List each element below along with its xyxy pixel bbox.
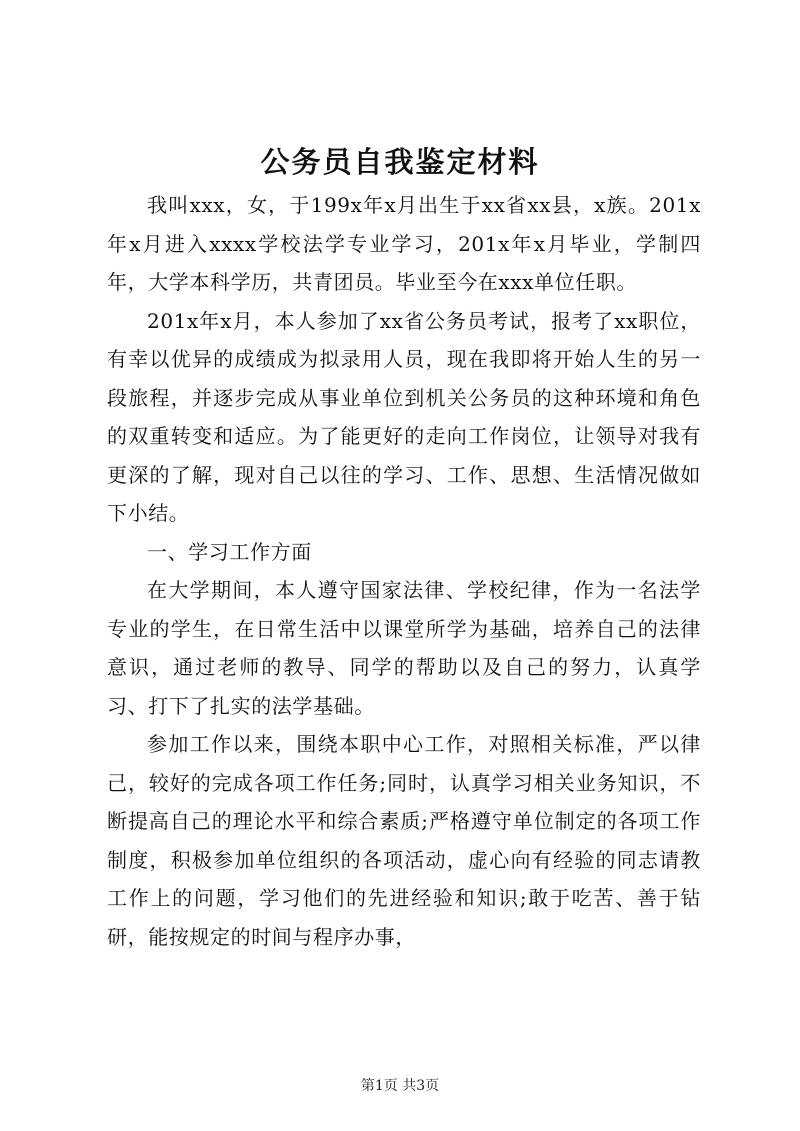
- paragraph-work: 参加工作以来，围绕本职中心工作，对照相关标准，严以律己，较好的完成各项工作任务;同时，认真学习相关业务知识，不断提高自己的理论水平和综合素质;严格遵守单位制定的各项工作制度，积极参加单位组织的各项活动，虚心向有经验的同志请教工作上的问题，学习他们的先进经验和知识;敢于吃苦、善于钻研，能按规定的时间与程序办事，: [107, 732, 701, 949]
- section-heading-study-work: 一、学习工作方面: [147, 539, 312, 564]
- paragraph-personal-info: 我叫xxx，女，于199x年x月出生于xx省xx县，x族。201x年x月进入xxxx学校法学专业学习，201x年x月毕业，学制四年，大学本科学历，共青团员。毕业至今在xxx单位任职。: [107, 193, 701, 294]
- document-body: [107, 186, 701, 956]
- paragraph-university: 在大学期间，本人遵守国家法律、学校纪律，作为一名法学专业的学生，在日常生活中以课堂所学为基础，培养自己的法律意识，通过老师的教导、同学的帮助以及自己的努力，认真学习、打下了扎实的法学基础。: [107, 578, 701, 718]
- document-title: 公务员自我鉴定材料: [260, 145, 540, 179]
- page-footer: 第1页 共3页: [360, 1078, 440, 1094]
- paragraph-exam-intro: 201x年x月，本人参加了xx省公务员考试，报考了xx职位，有幸以优异的成绩成为拟录用人员，现在我即将开始人生的另一段旅程，并逐步完成从事业单位到机关公务员的这种环境和角色的双重转变和适应。为了能更好的走向工作岗位，让领导对我有更深的了解，现对自己以往的学习、工作、思想、生活情况做如下小结。: [107, 308, 701, 525]
